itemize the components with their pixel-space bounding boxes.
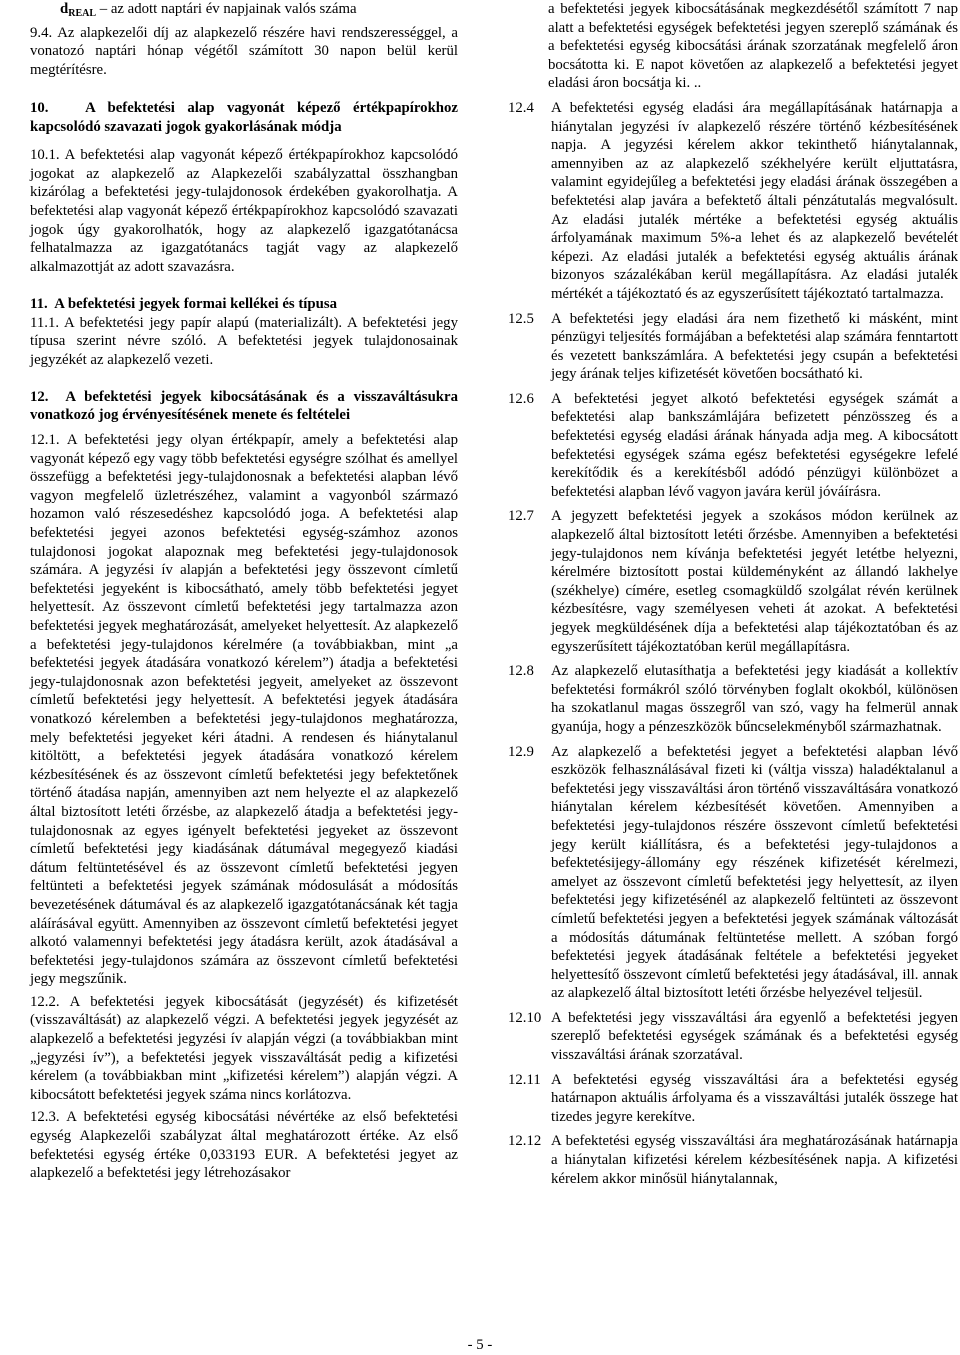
heading-12-num: 12. (30, 388, 49, 405)
heading-10 (30, 99, 458, 136)
right-item-num: 12.6 (508, 390, 534, 407)
right-item-text: A befektetési egység eladási ára megállapításának határnapja a hiánytalan jegyzési ív alapkezelő részére történő kézbesítésének napja. A jegyzési kérelem akkor tekinthető hiánytalannak, amennyiben az az alapkezelő székhelyére került eljuttatásra, valamint egyidejűleg a befektetési jegy eladási árának összegében a befektetési alap javára a befektető általi pénzátutalás megvalósult. Az eladási jutalék mértéke a befektetési egység aktuális árfolyamának maximum 5%-a lehet és az alapkezelő bevételét képezi. Az eladási jutalék a befektetési egység aktuális árának bizonyos százalékában kerül megállapításra. Az eladási jutalék mértékét a tájékoztató és az egyszerűsített tájékoztató tartalmazza. (551, 99, 958, 302)
right-item-num: 12.7 (508, 508, 534, 525)
right-item (508, 1009, 958, 1065)
right-item-num: 12.4 (508, 99, 534, 116)
right-item-num: 12.5 (508, 310, 534, 327)
right-item (508, 390, 958, 502)
heading-10-title: A befektetési alap vagyonát képező értékpapírokhoz kapcsolódó szavazati jogok gyakorlásának módja (30, 99, 458, 135)
para-12-2-num: 12.2. (30, 993, 60, 1010)
right-item-num: 12.9 (508, 743, 534, 760)
right-items (508, 99, 958, 1188)
heading-10-num: 10. (30, 99, 49, 116)
para-12-3 (30, 1108, 458, 1182)
d-real-sub: REAL (68, 8, 97, 19)
right-item-num: 12.12 (508, 1133, 542, 1150)
heading-11-title: A befektetési jegyek formai kellékei és típusa (54, 295, 338, 312)
right-item-text: A befektetési jegy eladási ára nem fizethető ki másként, mint pénzügyi teljesítés formájában a befektetési alap számára fenntartott és vezetett bankszámlára. A befektetési jegy csupán a befektetési jegy árának teljes kifizetését követően bocsátható ki. (551, 310, 958, 383)
para-12-3-text: A befektetési egység kibocsátási névértéke az első befektetési egység Alapkezelői szabályzat által meghatározott értéke. Az első befektetési egység értéke 0,033193 EUR. A befektetési jegyet az alapkezelő a befektetési jegy létrehozásakor (30, 1109, 458, 1182)
right-item-text: A befektetési jegyet alkotó befektetési egységek számát a befektetési alap bankszámlájára befizetett pénzösszeg és a befektetési egység eladási árának hányada adja meg. A kibocsátott befektetési egységek száma egész befektetési egységekre lefelé kerekítődik és a kerekítésből adódó pénzügyi különbözet a befektetési alapban lévő vagyon javára kerül jóváírásra. (551, 390, 958, 500)
d-real-main: d (60, 1, 69, 17)
heading-11 (30, 295, 458, 314)
right-item (508, 310, 958, 384)
right-item-text: A befektetési egység visszaváltási ára meghatározásának határnapja a hiánytalan kifizetési kérelem kézbesítésének napja. A kifizetési kérelem akkor minősül hiánytalannak, (551, 1133, 958, 1187)
right-continuation: a befektetési jegyek kibocsátásának megkezdésétől számított 7 nap alatt a befektetési egységek befektetési jegyen szereplő számának és a befektetési egység kibocsátási árának szorzatának megfelelő áron bocsátotta ki. E napot követően az alapkezelő a befektetési jegyet eladási áron bocsátja ki. .. (548, 1, 958, 92)
heading-11-num: 11. (30, 295, 48, 312)
para-11-1 (30, 314, 458, 370)
para-10-1 (30, 146, 458, 276)
para-12-2-text: A befektetési jegyek kibocsátását (jegyzését) és kifizetését (visszaváltását) az alapkezelő végzi. A befektetési jegyek jegyzését az alapkezelő a befektetési jegyzési ív alapján végzi (a továbbiakban mint „jegyzési ív”), a befektetési jegyek visszaváltását pedig a kifizetési kérelem (a továbbiakban mint „kifizetési kérelem”) alapján végzi. A kibocsátott befektetési jegyek száma nincs korlátozva. (30, 993, 458, 1103)
right-item-num: 12.8 (508, 663, 534, 680)
heading-12 (30, 388, 458, 425)
para-12-1-text: A befektetési jegy olyan értékpapír, amely a befektetési alap vagyonát képező egy vagy több befektetési egységre szólhat és amellyel összefügg a befektetési jegy-tulajdonosnak a befektetési alapban lévő vagyon megfelelő üzletrészéhez, valamint a vagyonból származó hozamon való részesedéshez kapcsolódó joga. A befektetési alap befektetési jegyei azonos befektetési egység-számhoz azonos tulajdonosi jogokat alapoznak meg befektetési jegy-tulajdonosok számára. A jegyzési ív alapján a befektetési jegy összevont címletű befektetési jegyeként is kibocsátható, amely több befektetési jegyet helyettesít. Az összevont címletű befektetési jegy tartalmazza azon befektetési jegyek meghatározását, amelyeket helyettesít. Az alapkezelő a befektetési jegy-tulajdonos kérelmére (a továbbiakban, mint „a befektetési jegyek átadására vonatkozó kérelem”) átadja a befektetési jegy-tulajdonosnak azon befektetési jegyeit, amelyeket az összevont címletű befektetési jegy helyettesít. A befektetési jegyek átadására vonatkozó kérelemben a befektetési jegy-tulajdonos meghatározza, mely befektetési jegyeket kéri átadni. A rendesen és hiánytalanul kitöltött, a befektetési jegyek átadására vonatkozó kérelem kézbesítésének és az összevont címletű befektetési jegy befektetőnek történő átadása napján, amennyiben azt nem helyezte el az alapkezelő által biztosított letéti őrzésbe, az alapkezelő átadja a befektetési jegy-tulajdonosnak az egyes igényelt befektetési jegyeket az összevont címletű befektetési jegy kiadásának dátumával megegyező kiadási dátum feltüntetésével és az összevont címletű befektetési jegyen feltünteti a befektetési jegyek számának módosulását a módosítás bevezetésének dátumával és az alapkezelő igazgatótanácsának két tagja aláírásával együtt. Amennyiben az összevont címletű befektetési jegyet alkotó valamennyi befektetési jegy átadásra került, azok átadásával a befektetési jegy-tulajdonos számára az összevont címletű befektetési jegy megszűnik. (30, 432, 458, 988)
right-item (508, 1071, 958, 1127)
right-item (508, 662, 958, 736)
right-item-text: Az alapkezelő a befektetési jegyet a befektetési alapban lévő eszközök felhasználásával fizeti ki (váltja vissza) haladéktalanul a befektetési jegy visszaváltási áron történő visszaváltására vonatkozó hiánytalan kérelem kézbesítését követően. Amennyiben a befektetési jegy-tulajdonos részére összevont címletű befektetési jegy került kiállításra, és a befektetési jegy-tulajdonos a befektetésijegy-állomány egy részének kifizetését kérelmezi, amelyet az összevont címletű befektetési jegy helyettesít, az ilyen befektetési jegy kifizetésénél az alapkezelő feltünteti az összevont címletű befektetési jegyen a befektetési jegyek számának változását a módosítás dátumának feltüntetése mellett. A szóban forgó befektetési jegyek átadásának feltétele a befektetési jegyeket helyettesítő összevont címletű befektetési jegy átadásával, ill. annak az alapkezelő által biztosított letéti őrzésbe helyezével teljesül. (551, 743, 958, 1002)
para-12-3-num: 12.3. (30, 1109, 60, 1126)
para-11-1-text: A befektetési jegy papír alapú (materializált). A befektetési jegy típusa szerint névre szóló. A befektetési jegyek tulajdonosainak jegyzékét az alapkezelő vezeti. (30, 314, 458, 368)
left-column (30, 0, 458, 1183)
item-d-real (30, 0, 458, 24)
right-column (508, 0, 958, 1194)
para-11-1-num: 11.1. (30, 314, 60, 331)
item-9-4-text: Az alapkezelői díj az alapkezelő részére havi rendszerességgel, a vonatozó naptári hónap végétől számított 30 napon belül kerül megtérítésre. (30, 24, 459, 78)
para-10-1-num: 10.1. (30, 147, 60, 164)
item-9-4-num: 9.4. (30, 24, 53, 41)
right-item (508, 507, 958, 656)
para-12-2 (30, 993, 458, 1105)
heading-12-title: A befektetési jegyek kibocsátásának és a visszaváltásukra vonatkozó jog érvényesítésének menete és feltételei (30, 388, 458, 424)
right-item-text: A jegyzett befektetési jegyek a szokásos módon kerülnek az alapkezelő által biztosított letéti őrzésbe. Amennyiben a befektetési jegy-tulajdonos nem kívánja befektetési jegyét letétbe helyezni, kérelmére biztosított postai küldeményként az állandó lakhelye (székhelye) címére, esetleg csomagküldő szolgálat révén kerülnek kézbesítésre, vagy személyesen veheti át azokat. A befektetési jegyek megküldésének díja a befektetési alap tájékoztatóban és az egyszerűsített tájékoztatóban kerül megállapításra. (551, 508, 958, 655)
right-item (508, 1132, 958, 1188)
para-10-1-text: A befektetési alap vagyonát képező értékpapírokhoz kapcsolódó jogokat az alapkezelő az Alapkezelői szabályzattal összhangban kizárólag a befektetési jegy-tulajdonosok érdekében gyakorolhatja. A befektetési alap vagyonát képező értékpapírokhoz kapcsolódó szavazati jogok úgy gyakorolhatók, hogy az alapkezelő igazgatótanácsa felhatalmazza az igazgatótanács tagját vagy az alapkezelő alkalmazottját az adott szavazásra. (30, 147, 459, 275)
right-item-text: A befektetési jegy visszaváltási ára egyenlő a befektetési jegyen szereplő befektetési egységek számának és a befektetési egység visszaváltási árának szorzatával. (551, 1009, 958, 1064)
para-12-1-num: 12.1. (30, 432, 60, 449)
right-item (508, 743, 958, 1003)
page-number: - 5 - (467, 1337, 493, 1353)
right-item-text: A befektetési egység visszaváltási ára a befektetési egység határnapon aktuális árfolyama és a visszaváltási jutalék összege hat tizedes jegyre kerekítve. (551, 1071, 958, 1125)
para-12-1 (30, 431, 458, 989)
right-item-num: 12.10 (508, 1009, 542, 1026)
right-item-num: 12.11 (508, 1071, 541, 1088)
item-9-4 (30, 24, 458, 80)
d-real-label (60, 1, 96, 17)
right-item-text: Az alapkezelő elutasíthatja a befektetési jegy kiadását a kollektív befektetési formákról szóló törvényben foglalt okokból, különösen ha szokatlanul magas összegről van szó, vagy ha felmerül annak gyanúja, hogy a pénzeszközök bűncselekményből származhatnak. (551, 663, 958, 735)
right-item (508, 99, 958, 304)
d-real-text: – az adott naptári év napjainak valós száma (96, 1, 357, 17)
